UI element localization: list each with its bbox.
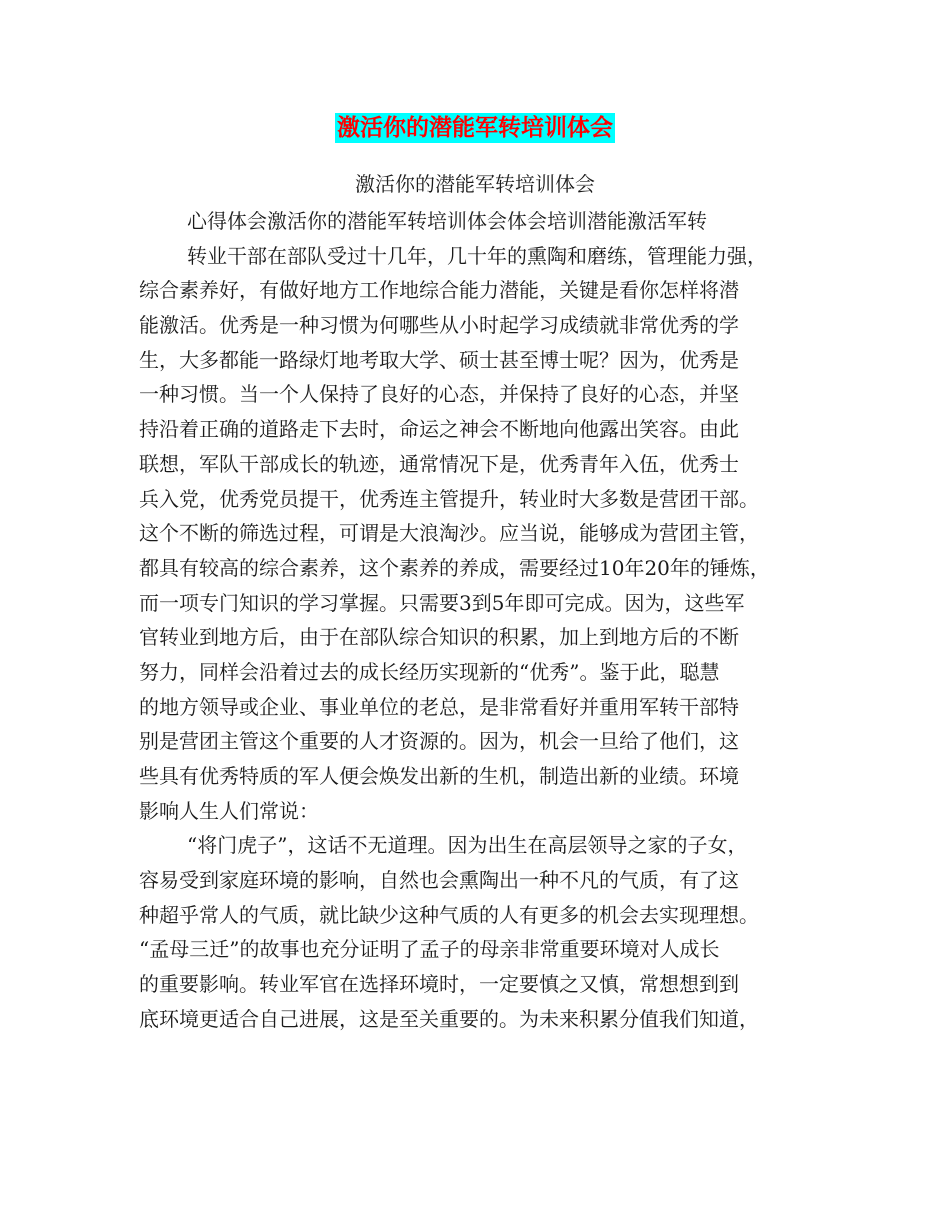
text-line: 都具有较高的综合素养，这个素养的养成，需要经过10年20年的锤炼，	[139, 555, 770, 580]
title-wrapper	[0, 113, 950, 143]
text-line: 这个不断的筛选过程，可谓是大浪淘沙。应当说，能够成为营团主管，	[139, 521, 759, 546]
text-line: 影响人生人们常说：	[139, 798, 319, 823]
text-line: 生，大多都能一路绿灯地考取大学、硕士甚至博士呢？因为，优秀是	[139, 347, 739, 372]
text-line: 种超乎常人的气质，就比缺少这种气质的人有更多的机会去实现理想。	[139, 902, 759, 927]
text-line: “孟母三迁”的故事也充分证明了孟子的母亲非常重要环境对人成长	[139, 937, 720, 962]
text-line: 官转业到地方后，由于在部队综合知识的积累，加上到地方后的不断	[139, 625, 739, 650]
text-line: 能激活。优秀是一种习惯为何哪些从小时起学习成绩就非常优秀的学	[139, 313, 739, 338]
text-line: “将门虎子”，这话不无道理。因为出生在高层领导之家的子女，	[187, 833, 748, 858]
text-line: 心得体会激活你的潜能军转培训体会体会培训潜能激活军转	[187, 209, 707, 233]
text-line: 转业干部在部队受过十几年，几十年的熏陶和磨练，管理能力强，	[187, 243, 767, 268]
text-line: 兵入党，优秀党员提干，优秀连主管提升，转业时大多数是营团干部。	[139, 486, 759, 511]
text-line: 持沿着正确的道路走下去时，命运之神会不断地向他露出笑容。由此	[139, 417, 739, 442]
text-line: 一种习惯。当一个人保持了良好的心态，并保持了良好的心态，并坚	[139, 382, 739, 407]
document-subtitle: 激活你的潜能军转培训体会	[355, 172, 595, 196]
document-title: 激活你的潜能军转培训体会	[337, 115, 613, 141]
text-line: 综合素养好，有做好地方工作地综合能力潜能，关键是看你怎样将潜	[139, 278, 739, 303]
text-line: 的重要影响。转业军官在选择环境时，一定要慎之又慎，常想想到到	[139, 972, 739, 997]
text-line: 联想，军队干部成长的轨迹，通常情况下是，优秀青年入伍，优秀士	[139, 451, 739, 476]
text-line: 别是营团主管这个重要的人才资源的。因为，机会一旦给了他们，这	[139, 729, 739, 754]
text-line: 些具有优秀特质的军人便会焕发出新的生机，制造出新的业绩。环境	[139, 764, 739, 788]
body-text	[139, 204, 839, 1037]
text-line: 努力，同样会沿着过去的成长经历实现新的“优秀”。鉴于此，聪慧	[139, 659, 720, 684]
text-line: 底环境更适合自己进展，这是至关重要的。为未来积累分值我们知道，	[139, 1006, 759, 1031]
text-line: 而一项专门知识的学习掌握。只需要3到5年即可完成。因为，这些军	[139, 590, 745, 615]
text-line: 的地方领导或企业、事业单位的老总，是非常看好并重用军转干部特	[139, 694, 739, 719]
text-line: 容易受到家庭环境的影响，自然也会熏陶出一种不凡的气质，有了这	[139, 868, 739, 893]
